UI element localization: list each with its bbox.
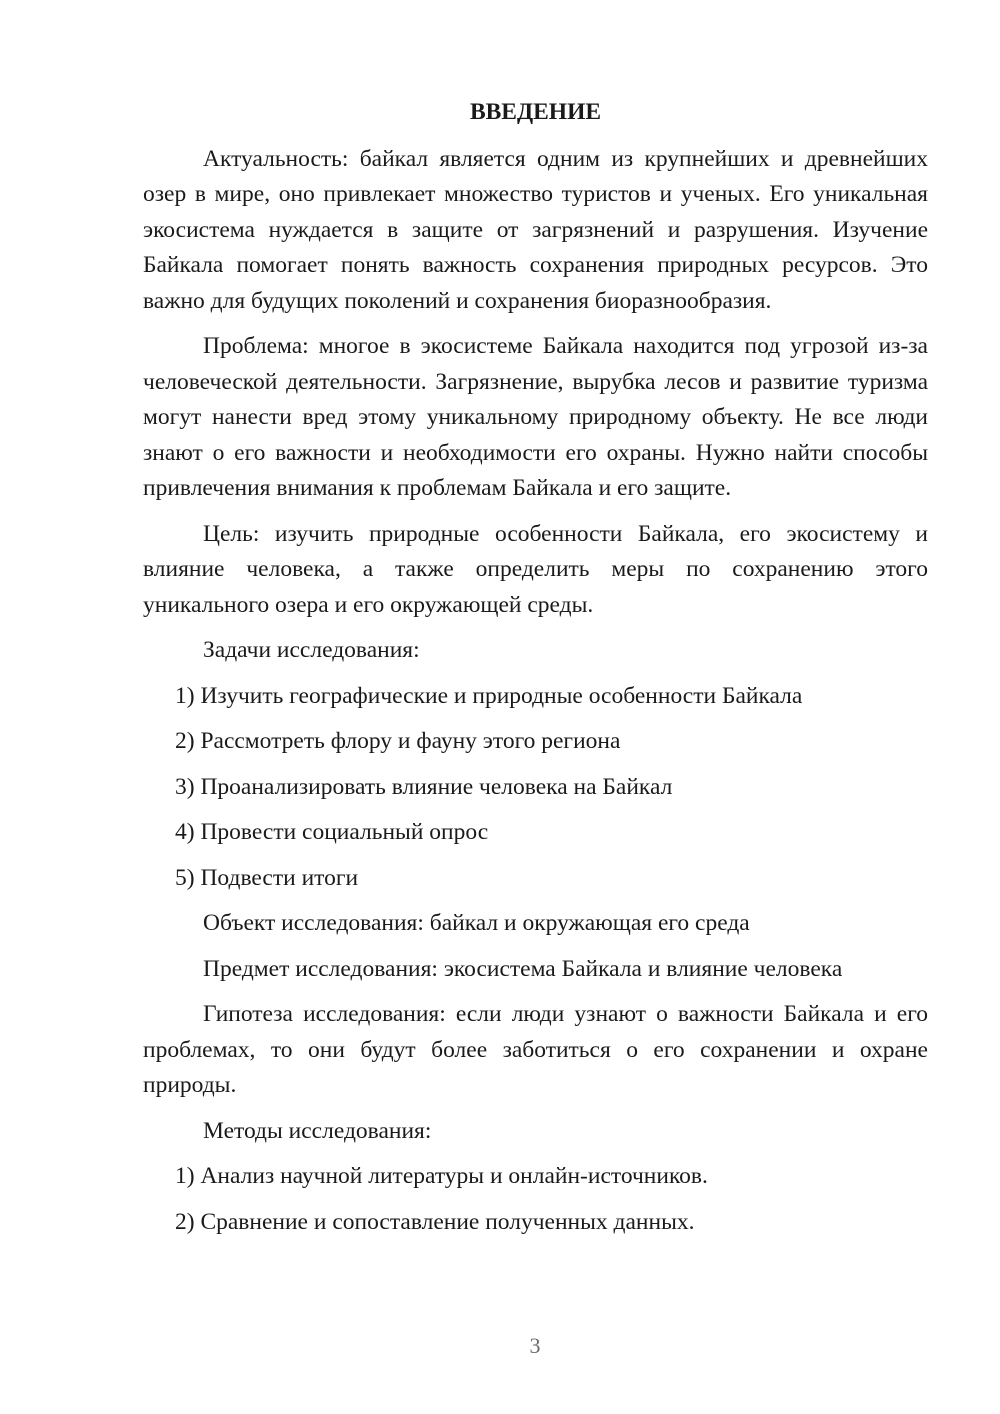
task-item: 5) Подвести итоги	[175, 864, 359, 891]
research-object: Объект исследования: байкал и окружающая его среда	[203, 910, 750, 936]
goal-paragraph: Цель: изучить природные особенности Байкала, его экосистему и влияние человека, а также определить меры по сохранению этого уникального озера и его окружающей среды.	[143, 520, 928, 618]
problem-paragraph: Проблема: многое в экосистеме Байкала находится под угрозой из-за человеческой деятельности. Загрязнение, вырубка лесов и развитие туризма могут нанести вред этому уникальному природному объекту. Не все люди знают о его важности и необходимости его охраны. Нужно найти способы привлечения внимания к проблемам Байкала и его защите.	[143, 333, 928, 501]
method-item: 2) Сравнение и сопоставление полученных данных.	[175, 1208, 695, 1235]
task-item: 3) Проанализировать влияние человека на Байкал	[175, 773, 673, 800]
hypothesis-paragraph: Гипотеза исследования: если люди узнают о важности Байкала и его проблемах, то они будут более заботиться о его сохранении и охране природы.	[143, 1001, 928, 1098]
tasks-heading: Задачи исследования:	[203, 637, 420, 663]
method-item: 1) Анализ научной литературы и онлайн-источников.	[175, 1163, 708, 1189]
research-subject: Предмет исследования: экосистема Байкала и влияние человека	[203, 955, 843, 982]
document-page	[143, 95, 928, 1250]
task-item: 1) Изучить географические и природные особенности Байкала	[175, 682, 803, 709]
task-item: 2) Рассмотреть флору и фауну этого региона	[175, 728, 621, 754]
page-number: 3	[529, 1333, 541, 1358]
methods-heading: Методы исследования:	[203, 1117, 432, 1144]
section-title: ВВЕДЕНИЕ	[469, 99, 602, 125]
relevance-paragraph: Актуальность: байкал является одним из крупнейших и древнейших озер в мире, оно привлекает множество туристов и ученых. Его уникальная экосистема нуждается в защите от загрязнений и разрушения. Изучение Байкала помогает понять важность сохранения природных ресурсов. Это важно для будущих поколений и сохранения биоразнообразия.	[143, 145, 928, 314]
task-item: 4) Провести социальный опрос	[175, 819, 489, 845]
